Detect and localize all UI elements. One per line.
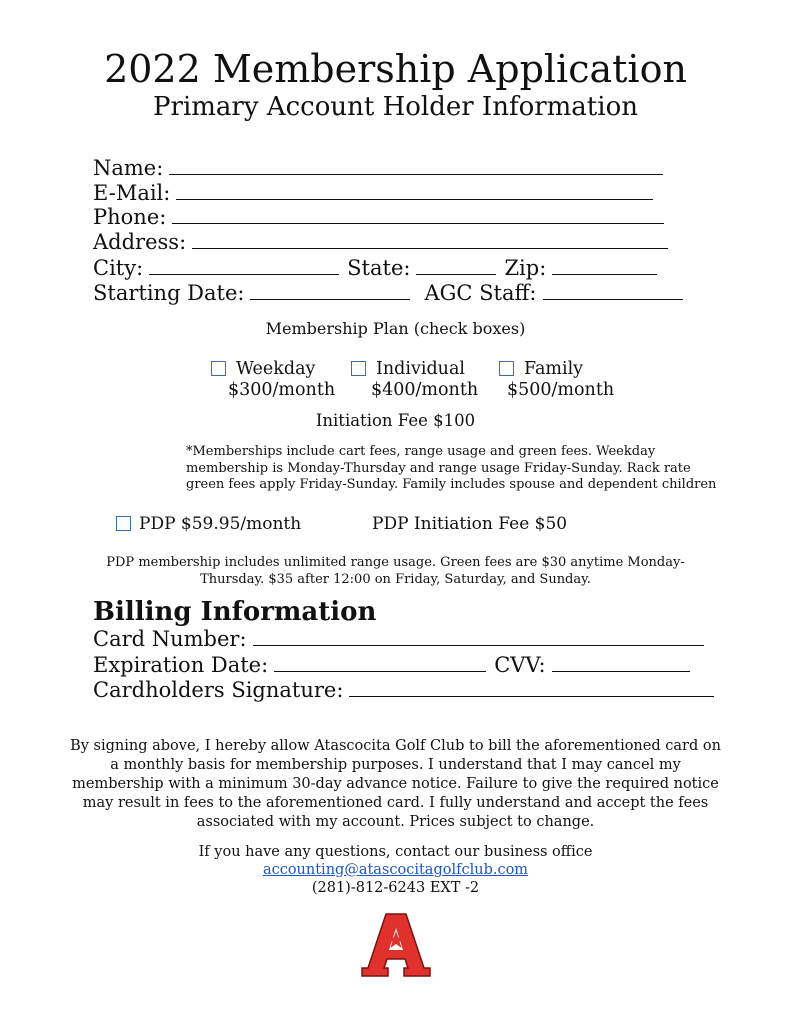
card-number-field[interactable] <box>253 627 704 646</box>
authorization-line: By signing above, I hereby allow Atascocita Golf Club to bill the aforementioned card on <box>70 738 721 754</box>
authorization-paragraph <box>0 737 791 832</box>
authorization-line: a monthly basis for membership purposes. I understand that I may cancel my <box>110 757 681 773</box>
card-number-row <box>93 627 704 652</box>
cvv-field[interactable] <box>552 653 690 672</box>
pdp-label: PDP $59.95/month <box>139 514 302 534</box>
signature-row <box>93 678 714 703</box>
page-subtitle: Primary Account Holder Information <box>153 92 638 122</box>
zip-label: Zip: <box>504 256 547 280</box>
atascocita-logo <box>360 910 432 978</box>
contact-phone: (281)-812-6243 EXT -2 <box>311 880 480 896</box>
email-label: E-Mail: <box>93 181 171 205</box>
plan-family <box>499 359 583 380</box>
phone-field-row <box>93 205 664 230</box>
email-field-row <box>93 181 653 206</box>
weekday-checkbox[interactable] <box>211 361 226 376</box>
membership-note-line: *Memberships include cart fees, range usage and green fees. Weekday <box>186 444 656 459</box>
expiration-date-field[interactable] <box>274 653 486 672</box>
membership-plan-heading: Membership Plan (check boxes) <box>265 319 526 338</box>
billing-heading: Billing Information <box>93 597 377 627</box>
contact-intro: If you have any questions, contact our business office <box>198 844 593 860</box>
email-field[interactable] <box>176 181 653 200</box>
authorization-line: associated with my account. Prices subject to change. <box>196 814 595 830</box>
membership-note-line: green fees apply Friday-Sunday. Family includes spouse and dependent children <box>186 477 717 492</box>
authorization-line: membership with a minimum 30-day advance notice. Failure to give the required notice <box>72 776 719 792</box>
zip-field[interactable] <box>552 256 657 275</box>
contact-email-link[interactable]: accounting@atascocitagolfclub.com <box>262 862 529 878</box>
family-checkbox[interactable] <box>499 361 514 376</box>
plan-individual <box>351 359 465 380</box>
contact-block <box>0 843 791 897</box>
city-field[interactable] <box>149 256 339 275</box>
family-label: Family <box>524 359 584 379</box>
pdp-initiation-fee: PDP Initiation Fee $50 <box>372 514 568 534</box>
state-label: State: <box>347 256 411 280</box>
starting-date-field[interactable] <box>250 281 410 300</box>
signature-field[interactable] <box>349 678 714 697</box>
address-field-row <box>93 230 668 255</box>
individual-price: $400/month <box>371 380 479 400</box>
pdp-option <box>116 514 301 535</box>
address-field[interactable] <box>192 230 668 249</box>
athletic-a-logo-icon <box>360 910 432 978</box>
family-price: $500/month <box>507 380 615 400</box>
agc-staff-field[interactable] <box>543 281 683 300</box>
phone-field[interactable] <box>172 205 664 224</box>
name-field-row <box>93 156 663 181</box>
phone-label: Phone: <box>93 205 167 229</box>
address-label: Address: <box>93 230 187 254</box>
state-field[interactable] <box>416 256 496 275</box>
name-field[interactable] <box>169 156 663 175</box>
city-state-zip-row <box>93 256 657 281</box>
name-label: Name: <box>93 156 164 180</box>
weekday-price: $300/month <box>228 380 336 400</box>
start-staff-row <box>93 281 683 306</box>
authorization-line: may result in fees to the aforementioned card. I fully understand and accept the fees <box>82 795 709 811</box>
individual-checkbox[interactable] <box>351 361 366 376</box>
starting-date-label: Starting Date: <box>93 281 245 305</box>
expiration-date-label: Expiration Date: <box>93 653 269 677</box>
pdp-note-line: PDP membership includes unlimited range usage. Green fees are $30 anytime Monday- <box>106 555 685 570</box>
card-number-label: Card Number: <box>93 627 247 651</box>
expiration-cvv-row <box>93 653 690 678</box>
page-title: 2022 Membership Application <box>104 47 687 91</box>
agc-staff-label: AGC Staff: <box>424 281 537 305</box>
pdp-checkbox[interactable] <box>116 516 131 531</box>
cvv-label: CVV: <box>494 653 546 677</box>
pdp-note <box>0 555 791 588</box>
weekday-label: Weekday <box>236 359 316 379</box>
signature-label: Cardholders Signature: <box>93 678 344 702</box>
initiation-fee: Initiation Fee $100 <box>315 411 476 430</box>
membership-note <box>186 444 716 494</box>
pdp-note-line: Thursday. $35 after 12:00 on Friday, Saturday, and Sunday. <box>200 571 591 587</box>
membership-note-line: membership is Monday-Thursday and range usage Friday-Sunday. Rack rate <box>186 460 691 476</box>
plan-weekday <box>211 359 315 380</box>
individual-label: Individual <box>376 359 465 379</box>
city-label: City: <box>93 256 144 280</box>
